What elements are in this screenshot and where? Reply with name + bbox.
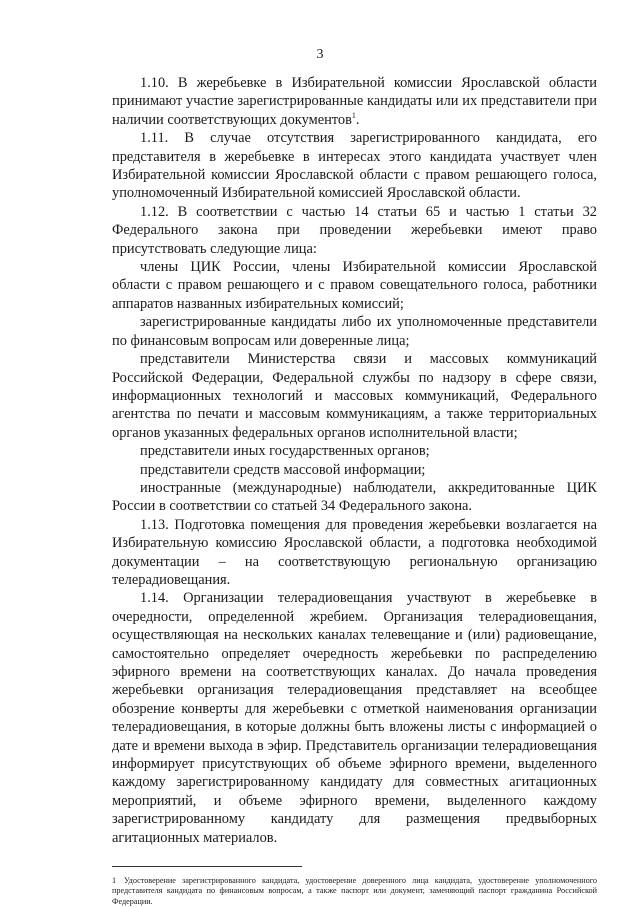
paragraph-1-11: 1.11. В случае отсутствия зарегистрированного кандидата, его представителя в жеребьевке в интересах этого кандидата участвует член Избирательной комиссии Ярославской области с правом решающего голоса, уполномоченный Избирательной комиссией Ярославской области. (112, 130, 597, 202)
paragraph-1-10-text: 1.10. В жеребьевке в Избирательной комиссии Ярославской области принимают участие зарегистрированные кандидаты или их представители при наличии соответствующих документов (112, 75, 597, 128)
page-number: 3 (316, 47, 324, 62)
footnote-text: Удостоверение зарегистрированного кандидата, удостоверение доверенного лица кандидата, удостоверение уполномоченного представителя кандидата по финансовым вопросам, а также паспорт или документ, заменяющий паспорт гражданина Российской Федерации. (112, 876, 597, 906)
list-item-cik-members: члены ЦИК России, члены Избирательной комиссии Ярославской области с правом решающего и с правом совещательного голоса, работники аппаратов названных избирательных комиссий; (112, 259, 597, 312)
list-item-ministry-representatives: представители Министерства связи и массовых коммуникаций Российской Федерации, Федеральной службы по надзору в сфере связи, информационных технологий и массовых коммуникаций, Федерального агентства по печати и массовым коммуникациям, а также территориальных органов указанных федеральных органов исполнительной власти; (112, 351, 597, 441)
paragraph-1-10 (112, 74, 597, 129)
footnote-reference: 1 (351, 111, 356, 121)
list-item-state-bodies: представители иных государственных органов; (140, 443, 430, 460)
footnote-mark: 1 (112, 876, 117, 886)
paragraph-1-12: 1.12. В соответствии с частью 14 статьи 65 и частью 1 статьи 32 Федерального закона при проведении жеребьевки имеют право присутствовать следующие лица: (112, 203, 597, 257)
list-item-media: представители средств массовой информации; (140, 461, 426, 478)
paragraph-1-13: 1.13. Подготовка помещения для проведения жеребьевки возлагается на Избирательную комиссию Ярославской области, а подготовка необходимой документации – на соответствующую региональную организацию телерадиовещания. (112, 516, 597, 588)
list-item-candidates: зарегистрированные кандидаты либо их уполномоченные представители по финансовым вопросам или доверенные лица; (112, 314, 597, 349)
list-item-observers: иностранные (международные) наблюдатели, аккредитованные ЦИК России в соответствии со статьей 34 Федерального закона. (112, 479, 597, 515)
footnote-divider (112, 866, 302, 867)
footnote (112, 876, 597, 907)
paragraph-1-14: 1.14. Организации телерадиовещания участвуют в жеребьевке в очередности, определенной жребием. Организация телерадиовещания, осуществляющая на нескольких каналах телевещание и (или) радиовещание, самостоятельно определяет очередность жеребьевки по распределению эфирного времени на соответствующих каналах. До начала проведения жеребьевки организация телерадиовещания представляет на всеобщее обозрение конверты для жеребьевки с отметкой наименования организации телерадиовещания, в которые должны быть вложены листы с информацией о дате и времени выхода в эфир. Представитель организации телерадиовещания информирует присутствующих об объеме эфирного времени, выделенного каждому зарегистрированному кандидату для совместных агитационных мероприятий, и объеме эфирного времени, выделенного каждому зарегистрированному кандидату для размещения предвыборных агитационных материалов. (112, 590, 597, 846)
paragraph-1-10-end: . (355, 111, 360, 128)
document-body (112, 74, 597, 847)
